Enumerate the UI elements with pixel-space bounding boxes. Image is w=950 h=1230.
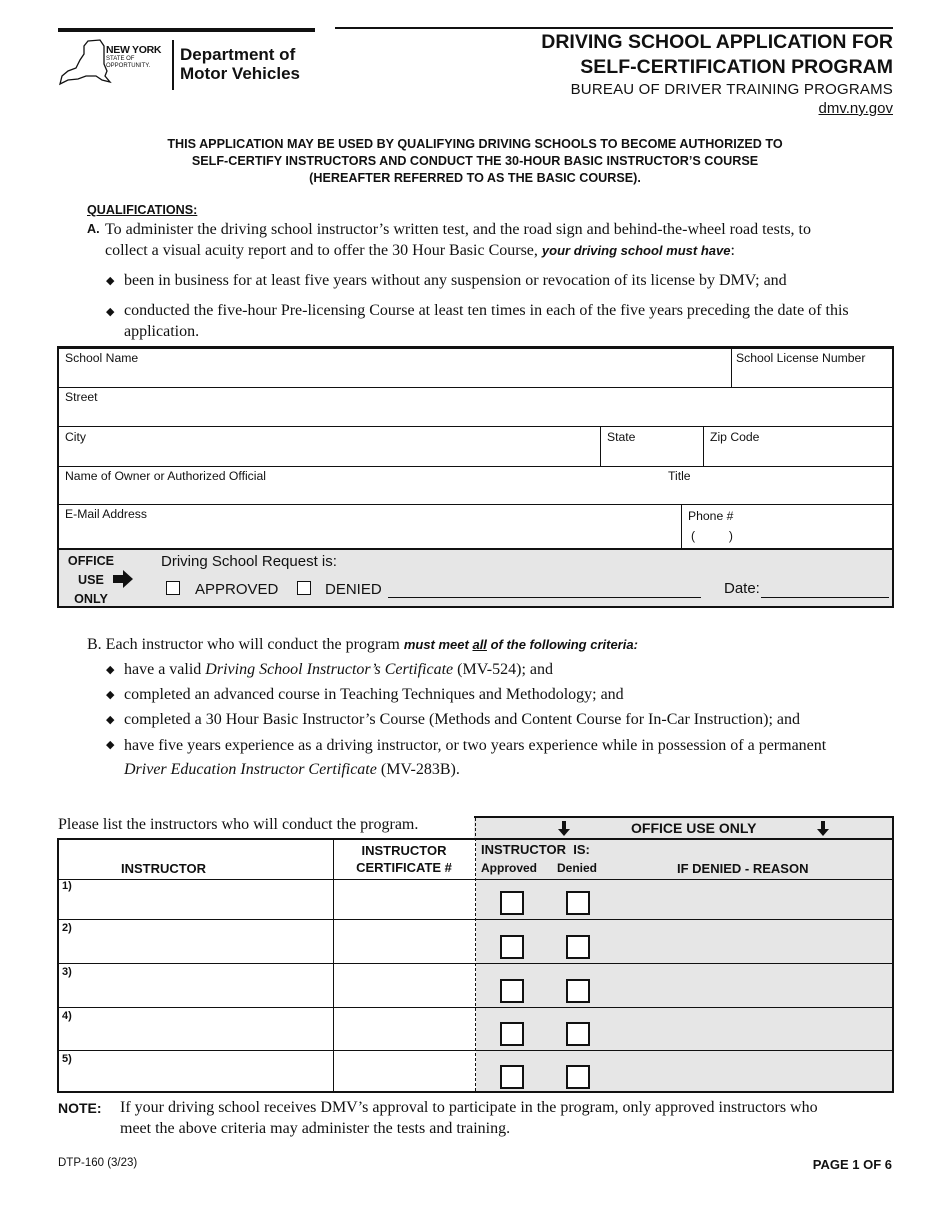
diamond-bullet-icon: ◆ xyxy=(106,739,115,751)
approved-label: APPROVED xyxy=(195,581,279,598)
date-line[interactable] xyxy=(761,597,889,598)
header-rule-left xyxy=(58,28,315,32)
criteria-item-4-line1: have five years experience as a driving instructor, or two years experience while in possession of a permanent xyxy=(124,737,827,754)
denied-checkbox[interactable] xyxy=(566,935,590,959)
qualifications-heading: QUALIFICATIONS: xyxy=(87,203,198,217)
intro-text xyxy=(95,136,855,187)
logo-tagline-line1: STATE OF xyxy=(106,56,135,62)
office-use-line3: ONLY xyxy=(74,592,108,606)
criteria-item-4-post: (MV-283B). xyxy=(380,761,460,778)
header-rule-right xyxy=(335,27,893,29)
approved-checkbox[interactable] xyxy=(500,935,524,959)
logo-tagline xyxy=(106,56,168,69)
section-a-emphasis: your driving school must have xyxy=(541,243,731,258)
criteria-item-3: completed a 30 Hour Basic Instructor’s Course (Methods and Content Course for In-Car Instruction); and xyxy=(124,711,800,728)
zip-code-field[interactable]: Zip Code xyxy=(710,430,760,444)
dmv-website-link[interactable]: dmv.ny.gov xyxy=(818,100,893,117)
arrow-right-icon xyxy=(112,570,134,588)
office-use-only-heading: OFFICE USE ONLY xyxy=(631,820,757,836)
instructor-is-header: INSTRUCTOR IS: xyxy=(481,842,590,857)
section-b-em1: must meet xyxy=(403,637,469,652)
instructor-table xyxy=(57,838,894,1093)
section-a-line1: To administer the driving school instructor’s written test, and the road sign and behind-the-wheel road tests, to xyxy=(105,221,811,238)
logo-state-name: NEW YORK xyxy=(106,44,162,56)
section-b-text: . Each instructor who will conduct the program xyxy=(97,636,400,653)
school-license-number-field[interactable]: School License Number xyxy=(736,351,866,365)
office-use-only-label xyxy=(64,552,118,609)
section-b-intro xyxy=(87,634,638,655)
office-use-line1: OFFICE xyxy=(67,554,115,568)
section-a-line2 xyxy=(105,240,885,261)
note-text xyxy=(120,1097,890,1139)
approved-column-header: Approved xyxy=(481,861,538,875)
form-col-divider xyxy=(703,426,704,466)
certificate-header-line1: INSTRUCTOR xyxy=(361,843,447,858)
request-status-label: Driving School Request is: xyxy=(161,553,337,570)
form-row-divider xyxy=(59,504,892,505)
page-title-line1: DRIVING SCHOOL APPLICATION FOR xyxy=(541,31,893,53)
criteria-item-1 xyxy=(124,659,553,680)
approved-checkbox[interactable] xyxy=(166,581,180,595)
owner-name-field[interactable]: Name of Owner or Authorized Official xyxy=(65,469,266,483)
department-line2: Motor Vehicles xyxy=(180,64,300,83)
form-code: DTP-160 (3/23) xyxy=(58,1157,138,1169)
form-row-divider xyxy=(59,387,892,388)
page-title xyxy=(393,30,893,80)
qualification-bullet-2-line2: application. xyxy=(124,323,200,340)
intro-line1: THIS APPLICATION MAY BE USED BY QUALIFYING DRIVING SCHOOLS TO BECOME AUTHORIZED TO xyxy=(167,137,783,151)
logo-divider xyxy=(172,40,174,90)
office-use-header xyxy=(474,816,894,839)
denied-column-header: Denied xyxy=(557,861,598,875)
criteria-item-1-pre: have a valid xyxy=(124,661,202,678)
form-col-divider xyxy=(681,504,682,548)
date-label: Date: xyxy=(724,580,760,597)
table-row-number: 1) xyxy=(62,880,72,892)
certificate-number-cell[interactable] xyxy=(334,1051,475,1091)
section-b-em-all: all xyxy=(472,637,487,652)
office-use-row xyxy=(59,548,892,606)
note-label: NOTE: xyxy=(58,1100,102,1116)
arrow-down-icon xyxy=(816,821,830,837)
section-b-emphasis xyxy=(404,637,638,652)
street-field[interactable]: Street xyxy=(65,390,98,404)
qualification-bullet-2-line1: conducted the five-hour Pre-licensing Course at least ten times in each of the five years preceding the date of this xyxy=(124,302,849,319)
certificate-column-header xyxy=(339,842,469,876)
table-row-number: 5) xyxy=(62,1053,72,1065)
qualification-bullet-2 xyxy=(124,300,894,342)
approved-checkbox[interactable] xyxy=(500,1065,524,1089)
criteria-item-1-post: (MV-524); and xyxy=(457,661,553,678)
denied-label: DENIED xyxy=(325,581,382,598)
certificate-number-cell[interactable] xyxy=(334,920,475,963)
form-col-divider xyxy=(731,349,732,387)
note-line2: meet the above criteria may administer the tests and training. xyxy=(120,1120,511,1137)
school-info-form xyxy=(57,346,894,608)
certificate-number-cell[interactable] xyxy=(334,880,475,919)
form-row-divider xyxy=(59,426,892,427)
section-a-colon: : xyxy=(730,242,735,259)
bureau-name: BUREAU OF DRIVER TRAINING PROGRAMS xyxy=(570,81,893,98)
instructor-name-cell[interactable] xyxy=(59,920,333,963)
certificate-header-line2: CERTIFICATE # xyxy=(356,860,452,875)
denied-checkbox[interactable] xyxy=(566,1065,590,1089)
email-field[interactable]: E-Mail Address xyxy=(65,507,147,521)
diamond-bullet-icon: ◆ xyxy=(106,689,115,701)
arrow-down-icon xyxy=(557,821,571,837)
denied-checkbox[interactable] xyxy=(566,979,590,1003)
office-use-shading xyxy=(476,840,892,1091)
instructor-name-cell[interactable] xyxy=(59,1051,333,1091)
department-name xyxy=(180,45,300,83)
section-b-label: B xyxy=(87,636,98,653)
title-field[interactable]: Title xyxy=(668,469,691,483)
department-line1: Department of xyxy=(180,45,296,64)
city-field[interactable]: City xyxy=(65,430,86,444)
diamond-bullet-icon: ◆ xyxy=(106,306,115,318)
criteria-item-4-line2 xyxy=(124,758,826,782)
instructor-name-cell[interactable] xyxy=(59,964,333,1007)
diamond-bullet-icon: ◆ xyxy=(106,664,115,676)
section-b-em2: of the following criteria: xyxy=(490,637,638,652)
instructor-name-cell[interactable] xyxy=(59,1008,333,1050)
instructor-column-header: INSTRUCTOR xyxy=(121,861,206,876)
criteria-item-4-italic: Driver Education Instructor Certificate xyxy=(124,761,377,778)
logo-tagline-line2: OPPORTUNITY. xyxy=(106,62,151,69)
intro-line2: SELF-CERTIFY INSTRUCTORS AND CONDUCT THE 30-HOUR BASIC INSTRUCTOR’S COURSE xyxy=(191,154,759,168)
criteria-item-1-italic: Driving School Instructor’s Certificate xyxy=(205,661,454,678)
denied-checkbox[interactable] xyxy=(297,581,311,595)
approved-checkbox[interactable] xyxy=(500,979,524,1003)
approved-checkbox[interactable] xyxy=(500,1022,524,1046)
section-a-label: A. xyxy=(87,222,100,236)
page-number: PAGE 1 OF 6 xyxy=(812,1157,892,1172)
section-a-text xyxy=(105,219,885,261)
table-row-number: 4) xyxy=(62,1010,72,1022)
page-title-line2: SELF-CERTIFICATION PROGRAM xyxy=(580,56,893,78)
qualification-bullet-1: been in business for at least five years without any suspension or revocation of its license by DMV; and xyxy=(124,272,787,289)
diamond-bullet-icon: ◆ xyxy=(106,714,115,726)
criteria-item-2: completed an advanced course in Teaching Techniques and Methodology; and xyxy=(124,686,624,703)
instructor-name-cell[interactable] xyxy=(59,880,333,919)
note-line1: If your driving school receives DMV’s approval to participate in the program, only approved instructors who xyxy=(120,1099,818,1116)
phone-area-code[interactable]: ( ) xyxy=(691,529,733,543)
approved-checkbox[interactable] xyxy=(500,891,524,915)
phone-field[interactable]: Phone # xyxy=(688,509,734,523)
school-name-field[interactable]: School Name xyxy=(65,351,139,365)
denial-reason-column-header: IF DENIED - REASON xyxy=(677,861,809,876)
office-use-line2: USE xyxy=(78,573,104,587)
diamond-bullet-icon: ◆ xyxy=(106,275,115,287)
denied-checkbox[interactable] xyxy=(566,891,590,915)
form-row-divider xyxy=(59,466,892,467)
section-a-line2-text: collect a visual acuity report and to offer the 30 Hour Basic Course, xyxy=(105,242,538,259)
state-field[interactable]: State xyxy=(607,430,636,444)
instructor-list-prompt: Please list the instructors who will conduct the program. xyxy=(58,816,419,833)
table-row-number: 2) xyxy=(62,922,72,934)
certificate-number-cell[interactable] xyxy=(334,1008,475,1050)
denied-checkbox[interactable] xyxy=(566,1022,590,1046)
certificate-number-cell[interactable] xyxy=(334,964,475,1007)
form-col-divider xyxy=(600,426,601,466)
table-row-number: 3) xyxy=(62,966,72,978)
criteria-item-4 xyxy=(124,734,826,782)
denied-reason-line[interactable] xyxy=(388,597,701,598)
intro-line3: (HEREAFTER REFERRED TO AS THE BASIC COURSE). xyxy=(309,171,641,185)
